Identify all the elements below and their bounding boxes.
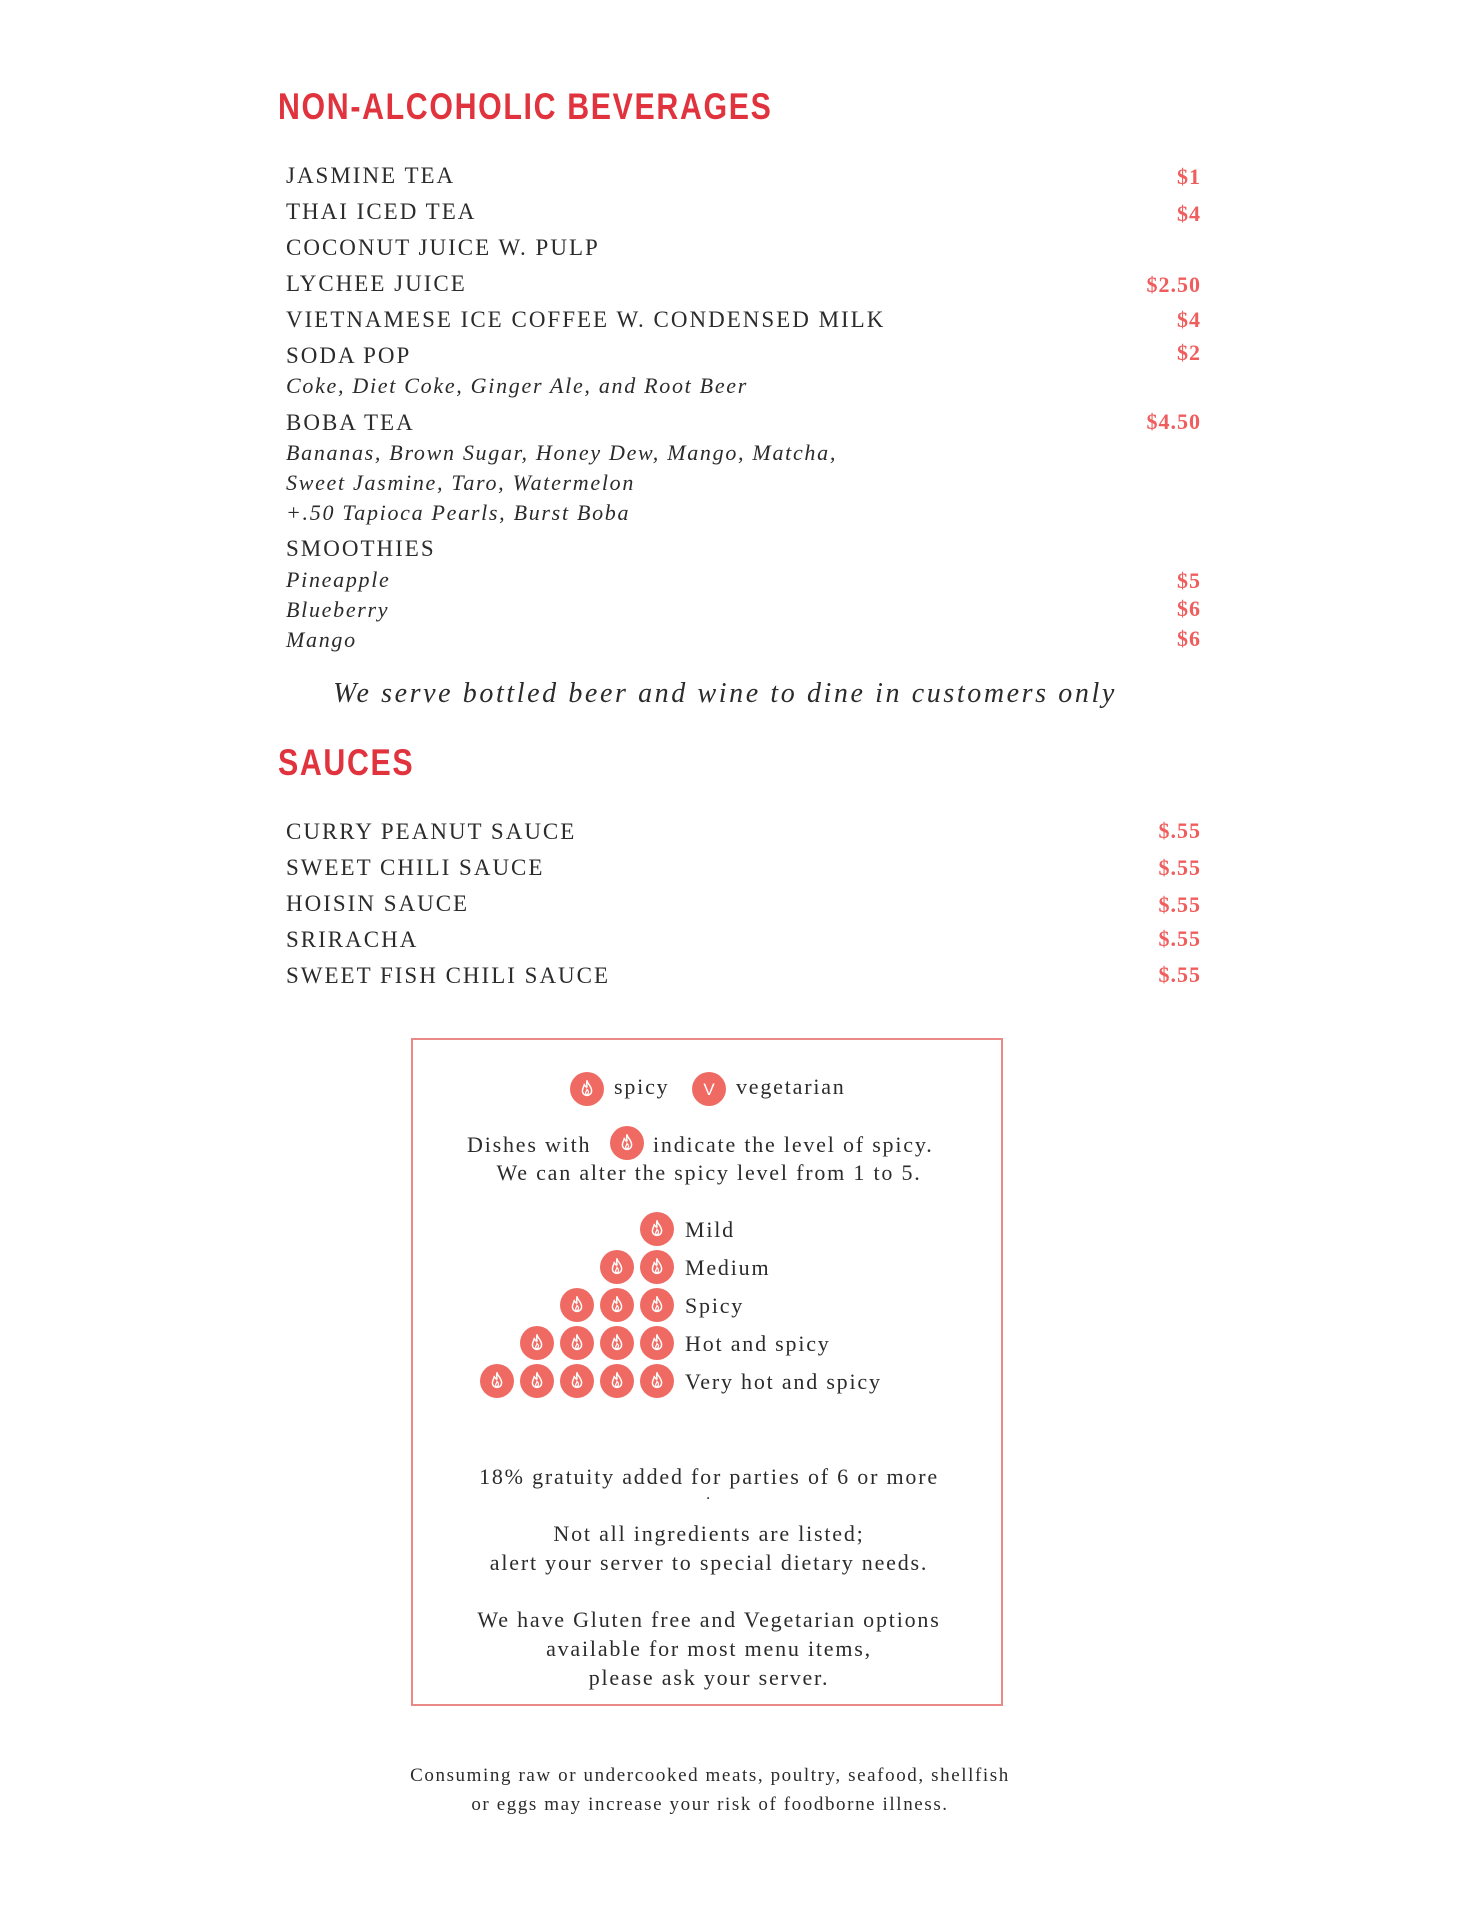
spicy-icon — [640, 1364, 674, 1398]
menu-item-price: $2 — [1177, 340, 1201, 365]
menu-item-price: $.55 — [1158, 892, 1201, 917]
smoothie-price: $5 — [1177, 568, 1201, 593]
spicy-label: spicy — [614, 1074, 670, 1099]
spicy-icon — [560, 1326, 594, 1360]
smoothie-price: $6 — [1177, 596, 1201, 621]
menu-item-name: THAI ICED TEA — [286, 199, 477, 224]
smoothie-option: Blueberry — [286, 597, 390, 622]
vegetarian-glyph: V — [703, 1079, 715, 1099]
indicate-text: indicate the level of spicy. — [653, 1132, 934, 1157]
menu-item-price: $2.50 — [1146, 272, 1201, 297]
spicy-icon — [560, 1288, 594, 1322]
menu-item-name: SWEET CHILI SAUCE — [286, 855, 545, 880]
menu-item-name: JASMINE TEA — [286, 163, 456, 188]
foodborne-warning: Consuming raw or undercooked meats, poultry, seafood, shellfish — [410, 1765, 1010, 1786]
ingredients-text: alert your server to special dietary needs. — [489, 1550, 929, 1575]
menu-item-price: $4 — [1177, 201, 1201, 226]
gluten-free-text: We have Gluten free and Vegetarian options — [477, 1607, 941, 1632]
menu-item-description: +.50 Tapioca Pearls, Burst Boba — [286, 500, 631, 525]
vegetarian-label: vegetarian — [736, 1074, 846, 1099]
spicy-icon — [640, 1250, 674, 1284]
spicy-icon — [640, 1212, 674, 1246]
separator-dot: . — [706, 1486, 712, 1503]
spicy-icon — [520, 1364, 554, 1398]
sauces-heading: SAUCES — [278, 742, 415, 783]
menu-item-description: Bananas, Brown Sugar, Honey Dew, Mango, Matcha, — [286, 440, 838, 465]
spicy-icon — [520, 1326, 554, 1360]
spicy-icon — [610, 1126, 644, 1160]
spicy-icon — [600, 1326, 634, 1360]
foodborne-warning: or eggs may increase your risk of foodborne illness. — [471, 1794, 949, 1815]
menu-item-name: LYCHEE JUICE — [286, 271, 467, 296]
vegetarian-icon — [692, 1072, 726, 1106]
spicy-level-label: Very hot and spicy — [685, 1369, 882, 1394]
menu-item-description: Sweet Jasmine, Taro, Watermelon — [286, 470, 636, 495]
dishes-with-text: Dishes with — [467, 1132, 592, 1157]
spicy-level-label: Hot and spicy — [685, 1331, 831, 1356]
spicy-icon — [600, 1250, 634, 1284]
menu-item-price: $.55 — [1158, 818, 1201, 843]
smoothie-option: Mango — [286, 627, 357, 652]
gluten-free-text: available for most menu items, — [546, 1636, 872, 1661]
menu-item-price: $.55 — [1158, 962, 1201, 987]
menu-item-name: COCONUT JUICE W. PULP — [286, 235, 600, 260]
smoothie-option: Pineapple — [286, 567, 391, 592]
legend-box — [411, 1038, 1003, 1706]
menu-item-price: $4.50 — [1146, 409, 1201, 434]
spicy-level-label: Medium — [685, 1255, 771, 1280]
spicy-level-label: Mild — [685, 1217, 735, 1242]
menu-item-name: HOISIN SAUCE — [286, 891, 470, 916]
menu-item-description: Coke, Diet Coke, Ginger Ale, and Root Beer — [286, 373, 749, 398]
spicy-icon — [600, 1288, 634, 1322]
menu-item-name: SMOOTHIES — [286, 536, 436, 561]
menu-item-name: BOBA TEA — [286, 410, 415, 435]
menu-item-name: CURRY PEANUT SAUCE — [286, 819, 577, 844]
gratuity-text: 18% gratuity added for parties of 6 or more — [479, 1464, 939, 1489]
menu-item-name: SRIRACHA — [286, 927, 419, 952]
smoothie-price: $6 — [1177, 626, 1201, 651]
menu-item-price: $1 — [1177, 164, 1201, 189]
spicy-icon — [640, 1326, 674, 1360]
beverages-heading: NON-ALCOHOLIC BEVERAGES — [278, 86, 773, 127]
menu-item-name: SODA POP — [286, 343, 412, 368]
spicy-icon — [600, 1364, 634, 1398]
ingredients-text: Not all ingredients are listed; — [553, 1521, 865, 1546]
beer-wine-note: We serve bottled beer and wine to dine in customers only — [333, 678, 1117, 709]
spicy-icon — [560, 1364, 594, 1398]
menu-item-price: $.55 — [1158, 926, 1201, 951]
menu-item-name: VIETNAMESE ICE COFFEE W. CONDENSED MILK — [286, 307, 886, 332]
alter-text: We can alter the spicy level from 1 to 5. — [496, 1160, 922, 1185]
menu-item-price: $4 — [1177, 307, 1201, 332]
spicy-icon — [640, 1288, 674, 1322]
spicy-icon — [570, 1072, 604, 1106]
menu-item-name: SWEET FISH CHILI SAUCE — [286, 963, 611, 988]
spicy-icon — [480, 1364, 514, 1398]
gluten-free-text: please ask your server. — [588, 1665, 830, 1690]
menu-item-price: $.55 — [1158, 855, 1201, 880]
spicy-level-label: Spicy — [685, 1293, 745, 1318]
